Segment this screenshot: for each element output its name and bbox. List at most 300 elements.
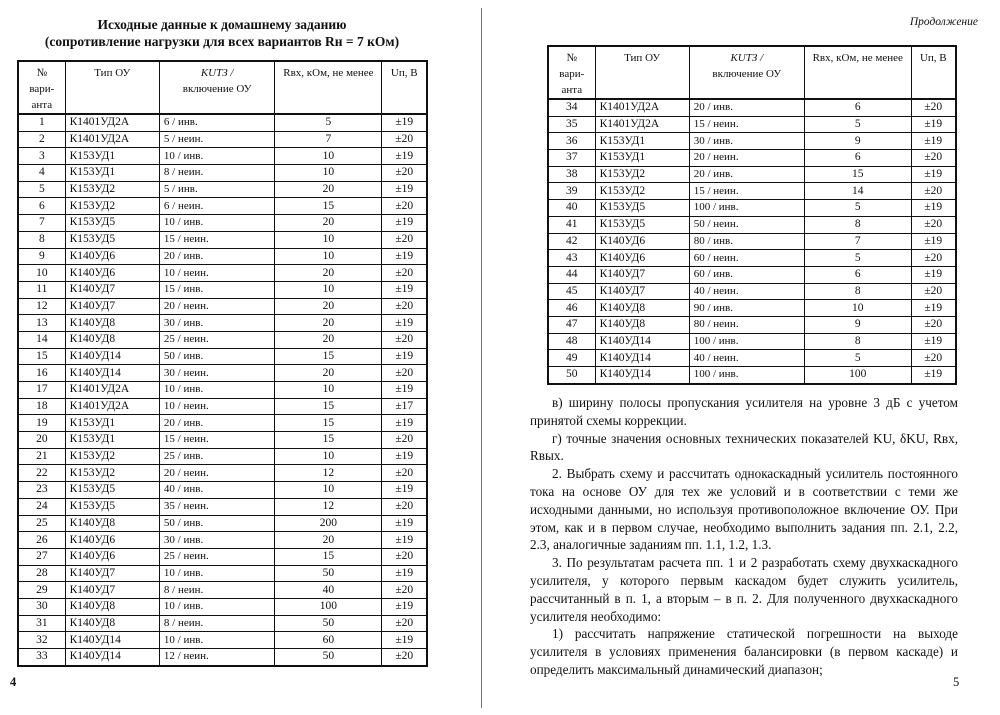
gain-connection-cell: 10 / неин. <box>159 398 274 415</box>
op-amp-type-cell: К140УД7 <box>595 266 689 283</box>
variant-number-cell: 10 <box>18 265 65 282</box>
page-number-left: 4 <box>10 675 17 689</box>
table-row <box>548 283 956 300</box>
input-resistance-cell: 14 <box>804 183 911 200</box>
gain-connection-cell: 30 / инв. <box>689 133 804 150</box>
input-resistance-cell: 15 <box>275 432 382 449</box>
op-amp-type-cell: К153УД1 <box>595 150 689 167</box>
op-amp-type-cell: К140УД8 <box>65 331 159 348</box>
table-row <box>18 515 427 532</box>
supply-voltage-cell: ±20 <box>382 365 427 382</box>
op-amp-type-cell: К140УД7 <box>65 281 159 298</box>
supply-voltage-cell: ±20 <box>911 350 956 367</box>
variant-number-cell: 27 <box>18 548 65 565</box>
input-resistance-cell: 60 <box>275 632 382 649</box>
supply-voltage-cell: ±19 <box>911 333 956 350</box>
variant-number-cell: 17 <box>18 382 65 399</box>
op-amp-type-cell: К1401УД2А <box>595 116 689 133</box>
op-amp-type-cell: К1401УД2А <box>595 99 689 116</box>
supply-voltage-cell: ±19 <box>382 281 427 298</box>
input-resistance-cell: 9 <box>804 133 911 150</box>
variant-number-cell: 5 <box>18 181 65 198</box>
supply-voltage-cell: ±20 <box>911 99 956 116</box>
table-row <box>548 99 956 116</box>
table-row <box>548 266 956 283</box>
op-amp-type-cell: К1401УД2А <box>65 114 159 131</box>
input-resistance-cell: 20 <box>275 331 382 348</box>
continuation-label: Продолжение <box>909 16 978 28</box>
header-supply-voltage: Uп, В <box>382 61 427 114</box>
variant-number-cell: 44 <box>548 266 595 283</box>
gain-connection-cell: 60 / неин. <box>689 250 804 267</box>
table-row <box>18 131 427 148</box>
variant-number-cell: 23 <box>18 482 65 499</box>
op-amp-type-cell: К140УД6 <box>65 548 159 565</box>
table-row <box>18 315 427 332</box>
input-resistance-cell: 15 <box>275 198 382 215</box>
table-row <box>18 114 427 131</box>
input-resistance-cell: 100 <box>804 367 911 384</box>
supply-voltage-cell: ±19 <box>382 515 427 532</box>
input-resistance-cell: 20 <box>275 298 382 315</box>
op-amp-type-cell: К140УД14 <box>65 632 159 649</box>
gain-connection-cell: 30 / неин. <box>159 365 274 382</box>
table-row <box>18 482 427 499</box>
table-row <box>18 215 427 232</box>
variant-number-cell: 25 <box>18 515 65 532</box>
input-resistance-cell: 10 <box>275 248 382 265</box>
variant-number-cell: 18 <box>18 398 65 415</box>
input-resistance-cell: 10 <box>275 148 382 165</box>
op-amp-type-cell: К153УД2 <box>595 183 689 200</box>
gain-connection-cell: 10 / инв. <box>159 148 274 165</box>
input-resistance-cell: 200 <box>275 515 382 532</box>
variant-number-cell: 46 <box>548 300 595 317</box>
variant-number-cell: 41 <box>548 216 595 233</box>
gain-connection-cell: 25 / неин. <box>159 548 274 565</box>
op-amp-type-cell: К140УД7 <box>65 565 159 582</box>
table-subtitle: (сопротивление нагрузки для всех вариантов Rн = 7 кОм) <box>44 34 400 49</box>
table-row <box>18 331 427 348</box>
variant-number-cell: 26 <box>18 532 65 549</box>
table-row <box>548 350 956 367</box>
supply-voltage-cell: ±17 <box>382 398 427 415</box>
gain-connection-cell: 10 / инв. <box>159 598 274 615</box>
table-row <box>18 398 427 415</box>
input-resistance-cell: 12 <box>275 498 382 515</box>
op-amp-type-cell: К153УД2 <box>65 181 159 198</box>
input-resistance-cell: 15 <box>275 398 382 415</box>
gain-connection-cell: 30 / инв. <box>159 315 274 332</box>
gain-connection-cell: 12 / неин. <box>159 649 274 666</box>
op-amp-type-cell: К1401УД2А <box>65 131 159 148</box>
gain-connection-cell: 15 / неин. <box>689 183 804 200</box>
op-amp-type-cell: К140УД6 <box>65 265 159 282</box>
table-row <box>18 348 427 365</box>
gain-connection-cell: 50 / инв. <box>159 515 274 532</box>
variant-number-cell: 19 <box>18 415 65 432</box>
table-row <box>18 548 427 565</box>
gain-connection-cell: 25 / неин. <box>159 331 274 348</box>
table-row <box>18 382 427 399</box>
table-body-left <box>18 114 427 666</box>
gain-connection-cell: 10 / инв. <box>159 565 274 582</box>
variant-number-cell: 48 <box>548 333 595 350</box>
gain-connection-cell: 20 / неин. <box>159 465 274 482</box>
gain-connection-cell: 50 / инв. <box>159 348 274 365</box>
variant-number-cell: 45 <box>548 283 595 300</box>
supply-voltage-cell: ±19 <box>911 233 956 250</box>
op-amp-type-cell: К153УД5 <box>595 216 689 233</box>
input-resistance-cell: 6 <box>804 266 911 283</box>
variant-number-cell: 39 <box>548 183 595 200</box>
op-amp-type-cell: К1401УД2А <box>65 382 159 399</box>
gain-connection-cell: 35 / неин. <box>159 498 274 515</box>
header-input-resistance: Rвх, кОм, не менее <box>275 61 382 114</box>
supply-voltage-cell: ±20 <box>382 298 427 315</box>
table-row <box>18 365 427 382</box>
op-amp-type-cell: К140УД7 <box>595 283 689 300</box>
input-resistance-cell: 15 <box>275 548 382 565</box>
supply-voltage-cell: ±20 <box>911 216 956 233</box>
variant-number-cell: 12 <box>18 298 65 315</box>
variant-number-cell: 38 <box>548 166 595 183</box>
gain-connection-cell: 25 / инв. <box>159 448 274 465</box>
op-amp-type-cell: К153УД2 <box>65 448 159 465</box>
supply-voltage-cell: ±19 <box>911 116 956 133</box>
input-resistance-cell: 10 <box>275 448 382 465</box>
variant-number-cell: 28 <box>18 565 65 582</box>
op-amp-type-cell: К140УД8 <box>595 316 689 333</box>
op-amp-type-cell: К140УД14 <box>65 365 159 382</box>
variant-number-cell: 33 <box>18 649 65 666</box>
op-amp-type-cell: К153УД1 <box>65 165 159 182</box>
input-resistance-cell: 12 <box>275 465 382 482</box>
header-gain-connection: KUТЗ / включение ОУ <box>159 61 274 114</box>
input-resistance-cell: 5 <box>804 350 911 367</box>
gain-connection-cell: 15 / неин. <box>159 432 274 449</box>
input-resistance-cell: 10 <box>275 482 382 499</box>
variant-number-cell: 15 <box>18 348 65 365</box>
supply-voltage-cell: ±20 <box>382 198 427 215</box>
gain-connection-cell: 15 / инв. <box>159 281 274 298</box>
supply-voltage-cell: ±19 <box>382 382 427 399</box>
op-amp-type-cell: К153УД2 <box>595 166 689 183</box>
input-resistance-cell: 7 <box>804 233 911 250</box>
table-header <box>18 61 427 114</box>
input-resistance-cell: 6 <box>804 99 911 116</box>
op-amp-type-cell: К140УД6 <box>595 250 689 267</box>
op-amp-type-cell: К140УД6 <box>65 248 159 265</box>
paragraph-task-3-item-1: 1) рассчитать напряжение статической погрешности на выходе усилителя в условиях применения балансировки (в первом каскаде) и определить максимальный динамический диапазон; <box>530 626 958 677</box>
op-amp-type-cell: К140УД6 <box>595 233 689 250</box>
header-op-amp-type: Тип ОУ <box>65 61 159 114</box>
supply-voltage-cell: ±19 <box>382 114 427 131</box>
page-number-right: 5 <box>953 675 960 689</box>
input-resistance-cell: 20 <box>275 365 382 382</box>
supply-voltage-cell: ±19 <box>382 148 427 165</box>
gain-connection-cell: 5 / неин. <box>159 131 274 148</box>
op-amp-type-cell: К140УД7 <box>65 582 159 599</box>
table-body-right <box>548 99 956 384</box>
op-amp-type-cell: К153УД5 <box>595 200 689 217</box>
variant-number-cell: 3 <box>18 148 65 165</box>
input-resistance-cell: 6 <box>804 150 911 167</box>
supply-voltage-cell: ±20 <box>911 150 956 167</box>
table-row <box>18 498 427 515</box>
op-amp-type-cell: К153УД5 <box>65 482 159 499</box>
supply-voltage-cell: ±19 <box>911 367 956 384</box>
supply-voltage-cell: ±19 <box>911 166 956 183</box>
op-amp-type-cell: К153УД5 <box>65 498 159 515</box>
gain-connection-cell: 50 / неин. <box>689 216 804 233</box>
gain-connection-cell: 6 / инв. <box>159 114 274 131</box>
header-op-amp-type: Тип ОУ <box>595 46 689 99</box>
input-resistance-cell: 5 <box>275 114 382 131</box>
supply-voltage-cell: ±19 <box>911 300 956 317</box>
gain-connection-cell: 10 / инв. <box>159 632 274 649</box>
supply-voltage-cell: ±19 <box>382 181 427 198</box>
paragraph-parameters: г) точные значения основных технических показателей KU, δKU, Rвх, Rвых. <box>530 430 958 464</box>
input-resistance-cell: 20 <box>275 315 382 332</box>
input-resistance-cell: 10 <box>275 382 382 399</box>
table-row <box>18 598 427 615</box>
variant-number-cell: 16 <box>18 365 65 382</box>
table-row <box>18 649 427 666</box>
table-row <box>18 231 427 248</box>
op-amp-type-cell: К140УД7 <box>65 298 159 315</box>
op-amp-type-cell: К153УД2 <box>65 198 159 215</box>
table-row <box>548 216 956 233</box>
variant-number-cell: 2 <box>18 131 65 148</box>
gain-connection-cell: 5 / инв. <box>159 181 274 198</box>
table-row <box>18 565 427 582</box>
gain-connection-cell: 80 / инв. <box>689 233 804 250</box>
op-amp-type-cell: К153УД2 <box>65 465 159 482</box>
gain-connection-cell: 40 / неин. <box>689 350 804 367</box>
supply-voltage-cell: ±20 <box>911 316 956 333</box>
input-resistance-cell: 50 <box>275 649 382 666</box>
supply-voltage-cell: ±20 <box>382 165 427 182</box>
table-row <box>18 582 427 599</box>
input-resistance-cell: 100 <box>275 598 382 615</box>
variant-number-cell: 11 <box>18 281 65 298</box>
variant-number-cell: 13 <box>18 315 65 332</box>
op-amp-type-cell: К140УД6 <box>65 532 159 549</box>
supply-voltage-cell: ±20 <box>382 649 427 666</box>
supply-voltage-cell: ±19 <box>911 266 956 283</box>
variant-number-cell: 42 <box>548 233 595 250</box>
op-amp-type-cell: К140УД14 <box>595 367 689 384</box>
input-resistance-cell: 5 <box>804 200 911 217</box>
supply-voltage-cell: ±19 <box>382 248 427 265</box>
paragraph-task-2: 2. Выбрать схему и рассчитать однокаскадный усилитель постоянного тока на основе ОУ для тех же условий и в соответствии с теми же исходными данными, но используя противоположное включение ОУ. При этом, как и в первом случае, необходимо выполнить задания пп. 2.1, 2.2, 2.3, аналогичные заданиям пп. 1.1, 1.2, 1.3. <box>530 466 958 553</box>
gain-connection-cell: 20 / инв. <box>689 99 804 116</box>
input-resistance-cell: 8 <box>804 216 911 233</box>
variant-number-cell: 22 <box>18 465 65 482</box>
gain-connection-cell: 100 / инв. <box>689 367 804 384</box>
header-variant-number: № вари- анта <box>18 61 65 114</box>
table-header <box>548 46 956 99</box>
supply-voltage-cell: ±20 <box>911 183 956 200</box>
supply-voltage-cell: ±19 <box>382 565 427 582</box>
table-row <box>18 632 427 649</box>
header-input-resistance: Rвх, кОм, не менее <box>804 46 911 99</box>
input-resistance-cell: 20 <box>275 181 382 198</box>
gain-connection-cell: 20 / неин. <box>689 150 804 167</box>
input-resistance-cell: 8 <box>804 333 911 350</box>
variant-number-cell: 49 <box>548 350 595 367</box>
op-amp-type-cell: К140УД8 <box>65 515 159 532</box>
input-resistance-cell: 5 <box>804 116 911 133</box>
variant-number-cell: 8 <box>18 231 65 248</box>
table-row <box>548 133 956 150</box>
gain-connection-cell: 15 / неин. <box>159 231 274 248</box>
variants-table-right <box>547 45 957 385</box>
variant-number-cell: 32 <box>18 632 65 649</box>
op-amp-type-cell: К153УД1 <box>65 432 159 449</box>
supply-voltage-cell: ±20 <box>382 582 427 599</box>
gain-connection-cell: 10 / неин. <box>159 265 274 282</box>
table-row <box>548 333 956 350</box>
gain-connection-cell: 10 / инв. <box>159 382 274 399</box>
supply-voltage-cell: ±20 <box>911 250 956 267</box>
right-page <box>490 0 1000 715</box>
table-row <box>18 265 427 282</box>
op-amp-type-cell: К140УД8 <box>65 615 159 632</box>
supply-voltage-cell: ±20 <box>911 283 956 300</box>
variant-number-cell: 35 <box>548 116 595 133</box>
table-row <box>18 148 427 165</box>
table-row <box>18 281 427 298</box>
paragraph-task-3: 3. По результатам расчета пп. 1 и 2 разработать схему двухкаскадного усилителя, у которого первым каскадом будет служить усилитель, рассчитанный в п. 1, а вторым – в п. 2. Для полученного двухкаскадного усилителя необходимо: <box>530 555 958 624</box>
supply-voltage-cell: ±20 <box>382 231 427 248</box>
table-row <box>18 465 427 482</box>
table-title: Исходные данные к домашнему заданию <box>97 17 347 32</box>
variant-number-cell: 6 <box>18 198 65 215</box>
gain-connection-cell: 15 / неин. <box>689 116 804 133</box>
variant-number-cell: 37 <box>548 150 595 167</box>
input-resistance-cell: 50 <box>275 615 382 632</box>
input-resistance-cell: 10 <box>275 281 382 298</box>
op-amp-type-cell: К153УД5 <box>65 215 159 232</box>
table-row <box>548 250 956 267</box>
gain-connection-cell: 80 / неин. <box>689 316 804 333</box>
op-amp-type-cell: К153УД1 <box>65 415 159 432</box>
supply-voltage-cell: ±20 <box>382 432 427 449</box>
table-row <box>18 198 427 215</box>
table-row <box>548 150 956 167</box>
op-amp-type-cell: К140УД14 <box>595 333 689 350</box>
input-resistance-cell: 10 <box>275 231 382 248</box>
input-resistance-cell: 10 <box>275 165 382 182</box>
supply-voltage-cell: ±20 <box>382 265 427 282</box>
table-row <box>548 200 956 217</box>
variant-number-cell: 9 <box>18 248 65 265</box>
input-resistance-cell: 15 <box>275 348 382 365</box>
book-spine-divider <box>481 8 482 708</box>
input-resistance-cell: 9 <box>804 316 911 333</box>
op-amp-type-cell: К1401УД2А <box>65 398 159 415</box>
gain-connection-cell: 8 / неин. <box>159 165 274 182</box>
supply-voltage-cell: ±19 <box>382 598 427 615</box>
gain-connection-cell: 100 / инв. <box>689 333 804 350</box>
op-amp-type-cell: К140УД14 <box>65 348 159 365</box>
header-variant-number: № вари- анта <box>548 46 595 99</box>
variant-number-cell: 47 <box>548 316 595 333</box>
table-row <box>18 165 427 182</box>
input-resistance-cell: 20 <box>275 532 382 549</box>
variant-number-cell: 43 <box>548 250 595 267</box>
op-amp-type-cell: К153УД1 <box>595 133 689 150</box>
op-amp-type-cell: К140УД8 <box>65 598 159 615</box>
input-resistance-cell: 10 <box>804 300 911 317</box>
variant-number-cell: 21 <box>18 448 65 465</box>
header-supply-voltage: Uп, В <box>911 46 956 99</box>
gain-connection-cell: 30 / инв. <box>159 532 274 549</box>
op-amp-type-cell: К153УД1 <box>65 148 159 165</box>
gain-connection-cell: 20 / инв. <box>689 166 804 183</box>
supply-voltage-cell: ±20 <box>382 465 427 482</box>
variant-number-cell: 34 <box>548 99 595 116</box>
input-resistance-cell: 15 <box>804 166 911 183</box>
supply-voltage-cell: ±19 <box>382 448 427 465</box>
table-row <box>548 300 956 317</box>
table-row <box>18 615 427 632</box>
table-row <box>18 181 427 198</box>
op-amp-type-cell: К140УД8 <box>595 300 689 317</box>
gain-connection-cell: 20 / неин. <box>159 298 274 315</box>
supply-voltage-cell: ±19 <box>382 532 427 549</box>
gain-connection-cell: 40 / инв. <box>159 482 274 499</box>
table-row <box>18 532 427 549</box>
input-resistance-cell: 7 <box>275 131 382 148</box>
variant-number-cell: 40 <box>548 200 595 217</box>
table-row <box>548 183 956 200</box>
op-amp-type-cell: К140УД14 <box>595 350 689 367</box>
table-row <box>548 166 956 183</box>
input-resistance-cell: 8 <box>804 283 911 300</box>
op-amp-type-cell: К153УД5 <box>65 231 159 248</box>
supply-voltage-cell: ±19 <box>911 133 956 150</box>
variant-number-cell: 36 <box>548 133 595 150</box>
input-resistance-cell: 5 <box>804 250 911 267</box>
variant-number-cell: 50 <box>548 367 595 384</box>
table-row <box>18 415 427 432</box>
table-row <box>18 248 427 265</box>
supply-voltage-cell: ±20 <box>382 548 427 565</box>
supply-voltage-cell: ±20 <box>382 331 427 348</box>
supply-voltage-cell: ±19 <box>382 632 427 649</box>
variant-number-cell: 14 <box>18 331 65 348</box>
input-resistance-cell: 20 <box>275 265 382 282</box>
header-gain-connection: KUТЗ / включение ОУ <box>689 46 804 99</box>
table-row <box>548 233 956 250</box>
gain-connection-cell: 20 / инв. <box>159 415 274 432</box>
supply-voltage-cell: ±19 <box>382 415 427 432</box>
supply-voltage-cell: ±19 <box>382 215 427 232</box>
input-resistance-cell: 40 <box>275 582 382 599</box>
gain-connection-cell: 100 / инв. <box>689 200 804 217</box>
gain-connection-cell: 40 / неин. <box>689 283 804 300</box>
input-resistance-cell: 15 <box>275 415 382 432</box>
gain-connection-cell: 20 / инв. <box>159 248 274 265</box>
variant-number-cell: 30 <box>18 598 65 615</box>
gain-connection-cell: 60 / инв. <box>689 266 804 283</box>
supply-voltage-cell: ±20 <box>382 615 427 632</box>
variant-number-cell: 7 <box>18 215 65 232</box>
gain-connection-cell: 10 / инв. <box>159 215 274 232</box>
